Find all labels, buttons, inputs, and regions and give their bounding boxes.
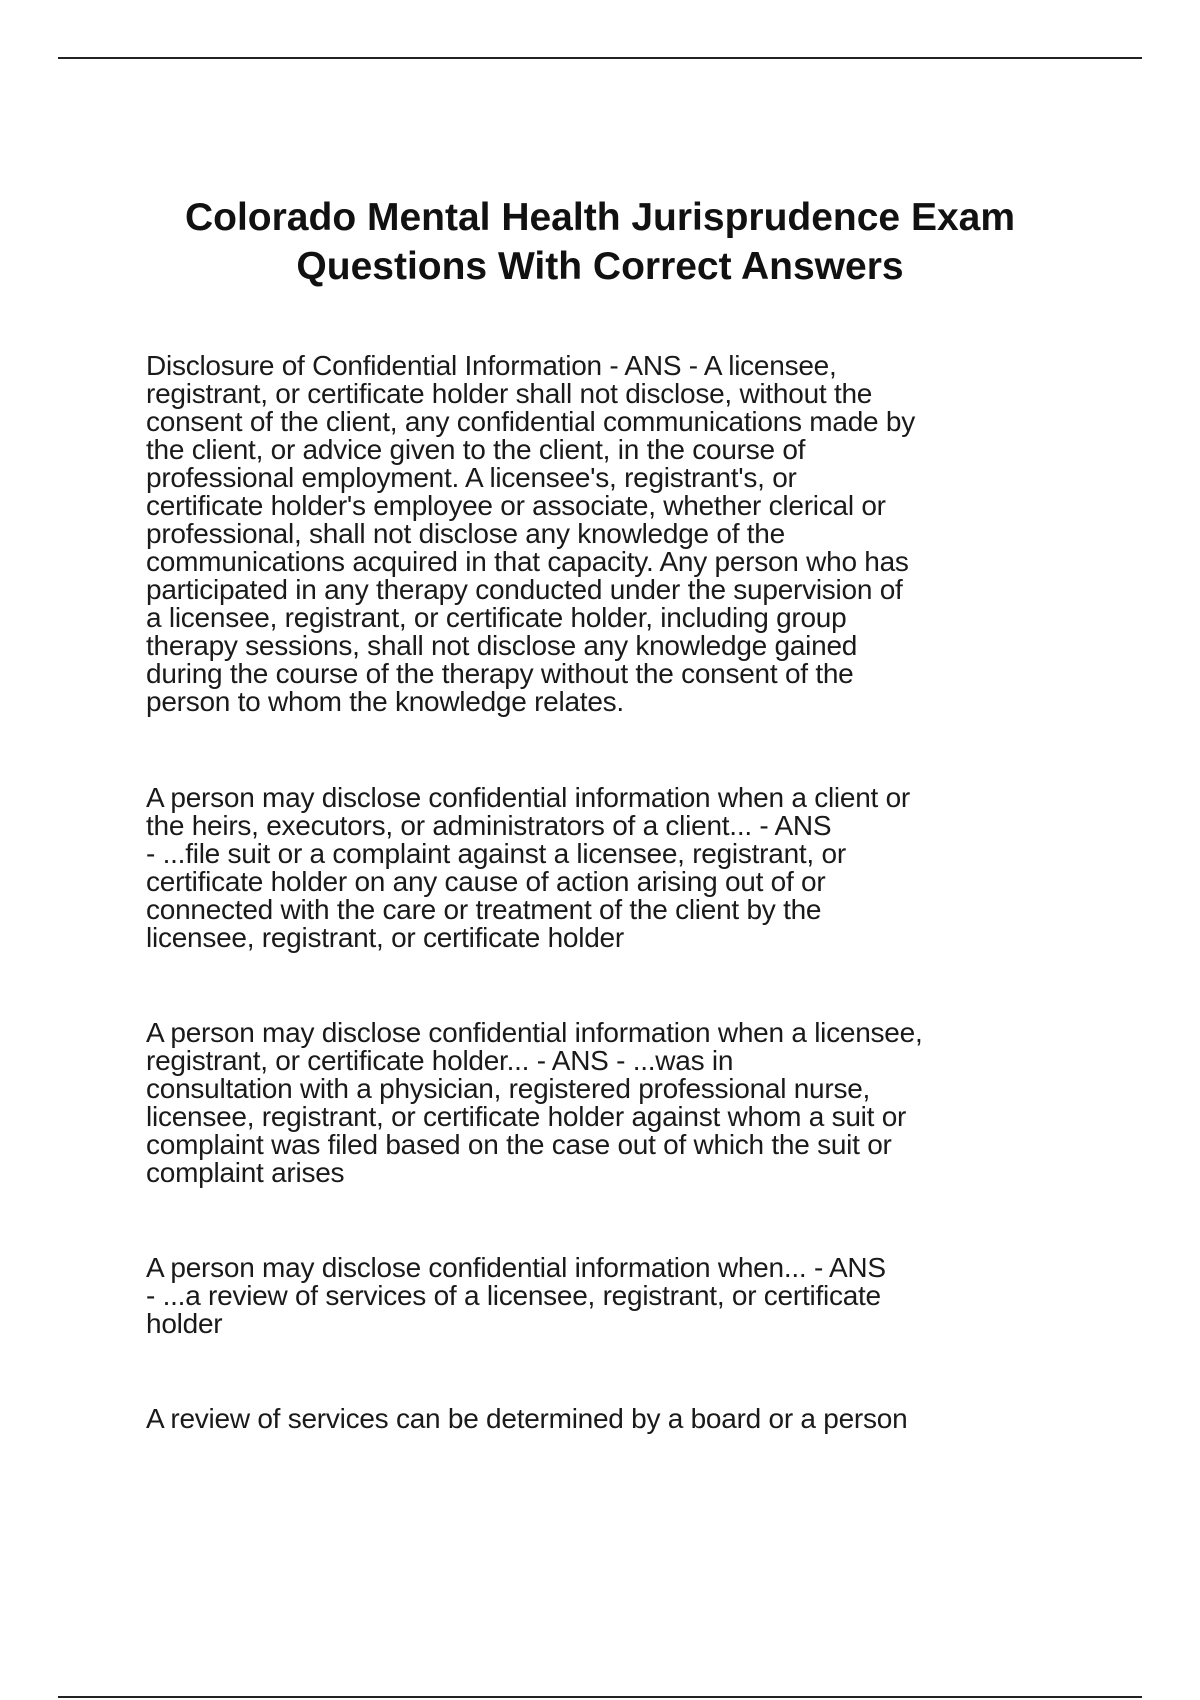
document-title bbox=[120, 193, 1080, 291]
qa-entry-text: Disclosure of Confidential Information - ANS - A licensee, registrant, or certificate holder shall not disclose, without the consent of the client, any confidential communications made by the client, or advice given to the client, in the course of professional employment. A licensee's, registrant's, or certificate holder's employee or associate, whether clerical or professional, shall not disclose any knowledge of the communications acquired in that capacity. Any person who has participated in any therapy conducted under the supervision of a licensee, registrant, or certificate holder, including group therapy sessions, shall not disclose any knowledge gained during the course of the therapy without the consent of the person to whom the knowledge relates. bbox=[146, 350, 915, 717]
top-rule bbox=[58, 57, 1142, 59]
qa-entry-review-of-services bbox=[146, 1254, 1096, 1338]
qa-entry-text: A person may disclose confidential information when a licensee, registrant, or certificate holder... - ANS - ...was in consultation with a physician, registered professional nurse, licensee, registrant, or certificate holder against whom a suit or complaint was filed based on the case out of which the suit or complaint arises bbox=[146, 1017, 923, 1188]
title-line-1: Colorado Mental Health Jurisprudence Exam bbox=[184, 196, 1016, 239]
qa-entry-text: A review of services can be determined by a board or a person bbox=[146, 1403, 908, 1434]
qa-entry-confidential-disclosure bbox=[146, 352, 1096, 716]
qa-entry-client-suit bbox=[146, 784, 1096, 952]
bottom-rule bbox=[58, 1696, 1142, 1698]
qa-entry-licensee-consultation bbox=[146, 1019, 1096, 1187]
qa-entry-text: A person may disclose confidential information when... - ANS - ...a review of services of a licensee, registrant, or certificate holder bbox=[146, 1252, 886, 1339]
qa-entry-text: A person may disclose confidential information when a client or the heirs, executors, or administrators of a client... - ANS - ...file suit or a complaint against a licensee, registrant, or certificate holder on any cause of action arising out of or connected with the care or treatment of the client by the licensee, registrant, or certificate holder bbox=[146, 782, 910, 953]
qa-entry-review-determination bbox=[146, 1405, 1096, 1433]
title-line-2: Questions With Correct Answers bbox=[296, 245, 904, 288]
